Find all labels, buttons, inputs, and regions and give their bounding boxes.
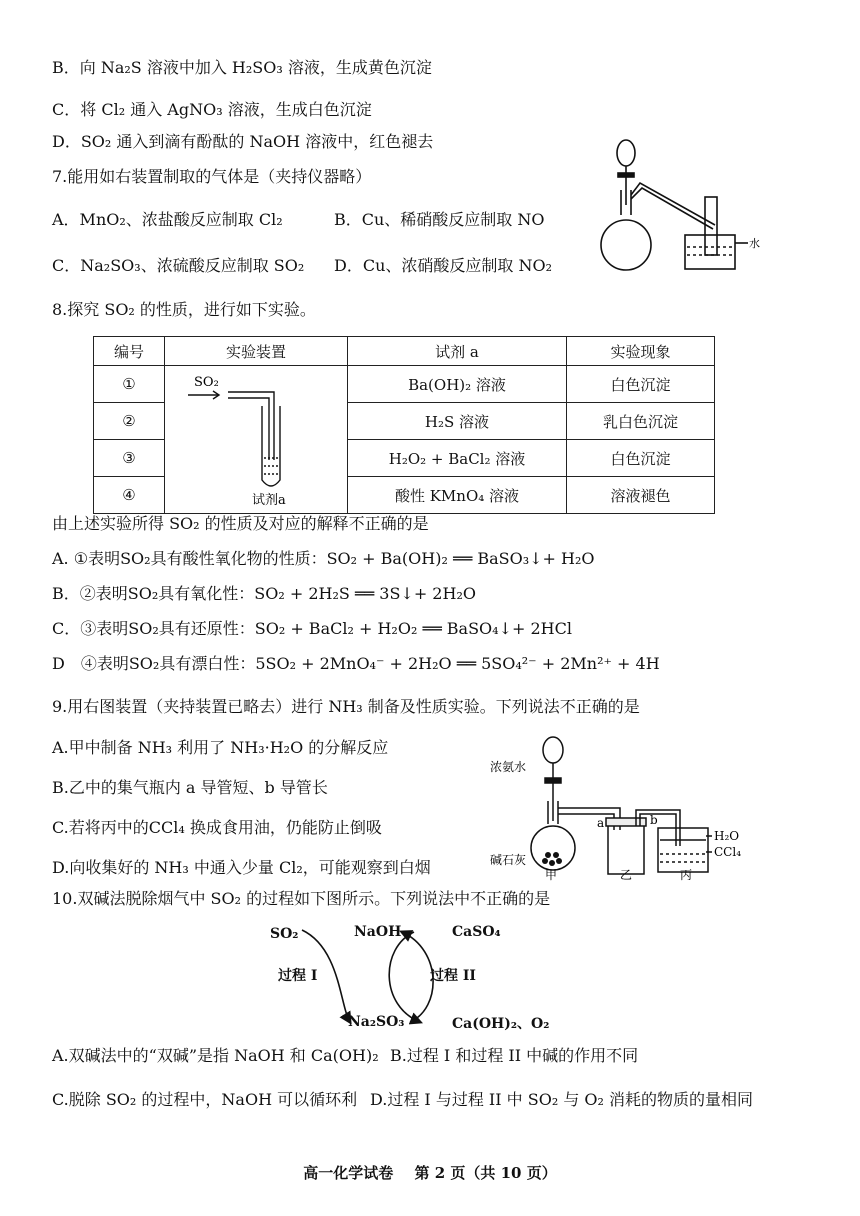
row-no: ① xyxy=(94,366,165,403)
ccl4-label: CCl₄ xyxy=(714,845,742,859)
caoh2-node: Ca(OH)₂、O₂ xyxy=(452,1016,550,1032)
row-reagent: H₂O₂ + BaCl₂ 溶液 xyxy=(348,440,567,477)
table-header-apparatus: 实验装置 xyxy=(165,337,348,366)
process2-label: 过程 II xyxy=(430,968,476,984)
q8-question: 由上述实验所得 SO₂ 的性质及对应的解释不正确的是 xyxy=(52,514,429,533)
q8-option-c: C．③表明SO₂具有还原性：SO₂ + BaCl₂ + H₂O₂ ══ BaSO₄↓+ 2HCl xyxy=(52,619,572,638)
q10-options-row1 xyxy=(52,1046,638,1066)
na2so3-node: Na₂SO₃ xyxy=(348,1014,405,1030)
q7-option-d: D．Cu、浓硝酸反应制取 NO₂ xyxy=(334,256,552,275)
footer-title: 高一化学试卷 xyxy=(303,1164,394,1182)
q7-water-label: 水 xyxy=(749,237,760,250)
table-row xyxy=(94,366,715,403)
q9-option-b: B.乙中的集气瓶内 a 导管短、b 导管长 xyxy=(52,778,328,797)
q7-options-row2 xyxy=(52,256,552,276)
lime-label: 碱石灰 xyxy=(490,853,527,867)
row-phenomenon: 白色沉淀 xyxy=(567,366,715,403)
q9-apparatus-diagram xyxy=(490,726,760,881)
q9-option-c: C.若将丙中的CCl₄ 换成食用油，仍能防止倒吸 xyxy=(52,818,382,837)
q8-option-b: B．②表明SO₂具有氧化性：SO₂ + 2H₂S ══ 3S↓+ 2H₂O xyxy=(52,584,476,603)
row-phenomenon: 乳白色沉淀 xyxy=(567,403,715,440)
table-header-no: 编号 xyxy=(94,337,165,366)
tube-a-label: a xyxy=(597,816,605,830)
bing-label: 丙 xyxy=(680,868,693,881)
yi-label: 乙 xyxy=(620,868,633,881)
q7-apparatus-diagram xyxy=(600,135,760,275)
q7-stem: 7.能用如右装置制取的气体是（夹持仪器略） xyxy=(52,167,372,186)
apparatus-gas-label: SO₂ xyxy=(194,374,219,390)
test-tube-apparatus xyxy=(166,368,346,508)
apparatus-reagent-label: 试剂a xyxy=(252,492,286,508)
h2o-label: H₂O xyxy=(714,829,740,843)
caso4-node: CaSO₄ xyxy=(452,924,501,940)
row-reagent: 酸性 KMnO₄ 溶液 xyxy=(348,477,567,514)
table-header-phenomenon: 实验现象 xyxy=(567,337,715,366)
q8-experiment-table xyxy=(93,336,715,514)
footer-page-number: 第 2 页（共 10 页） xyxy=(414,1164,557,1182)
table-header-row xyxy=(94,337,715,366)
row-reagent: Ba(OH)₂ 溶液 xyxy=(348,366,567,403)
row-no: ② xyxy=(94,403,165,440)
q10-cycle-diagram xyxy=(262,918,552,1036)
row-phenomenon: 溶液褪色 xyxy=(567,477,715,514)
tube-b-label: b xyxy=(650,813,658,827)
table-header-reagent: 试剂 a xyxy=(348,337,567,366)
q10-option-b: B.过程 I 和过程 II 中碱的作用不同 xyxy=(390,1046,639,1065)
q9-option-a: A.甲中制备 NH₃ 利用了 NH₃·H₂O 的分解反应 xyxy=(52,738,389,757)
q7-option-a: A．MnO₂、浓盐酸反应制取 Cl₂ xyxy=(52,210,283,229)
naoh-node: NaOH xyxy=(354,924,402,940)
q10-options-row2 xyxy=(52,1090,753,1110)
process1-label: 过程 I xyxy=(278,968,318,984)
q7-option-c: C．Na₂SO₃、浓硫酸反应制取 SO₂ xyxy=(52,256,305,275)
q10-stem: 10.双碱法脱除烟气中 SO₂ 的过程如下图所示。下列说法中不正确的是 xyxy=(52,889,551,908)
q8-option-a: A. ①表明SO₂具有酸性氧化物的性质：SO₂ + Ba(OH)₂ ══ BaSO₃↓+ H₂O xyxy=(52,549,595,568)
q10-option-c: C.脱除 SO₂ 的过程中，NaOH 可以循环利 xyxy=(52,1090,358,1109)
q9-option-d: D.向收集好的 NH₃ 中通入少量 Cl₂，可能观察到白烟 xyxy=(52,858,431,877)
q10-option-a: A.双碱法中的“双碱”是指 NaOH 和 Ca(OH)₂ xyxy=(52,1046,379,1065)
q8-option-d: D ④表明SO₂具有漂白性：5SO₂ + 2MnO₄⁻ + 2H₂O ══ 5SO₄²⁻ + 2Mn²⁺ + 4H xyxy=(52,654,660,673)
q6-option-c: C．将 Cl₂ 通入 AgNO₃ 溶液，生成白色沉淀 xyxy=(52,100,372,119)
q8-stem: 8.探究 SO₂ 的性质，进行如下实验。 xyxy=(52,300,316,319)
ammonia-label: 浓氨水 xyxy=(490,760,527,774)
row-no: ④ xyxy=(94,477,165,514)
q10-option-d: D.过程 I 与过程 II 中 SO₂ 与 O₂ 消耗的物质的量相同 xyxy=(370,1090,754,1109)
row-reagent: H₂S 溶液 xyxy=(348,403,567,440)
q6-option-d: D．SO₂ 通入到滴有酚酞的 NaOH 溶液中，红色褪去 xyxy=(52,132,434,151)
row-phenomenon: 白色沉淀 xyxy=(567,440,715,477)
apparatus-cell xyxy=(165,366,348,514)
page-footer xyxy=(0,1162,860,1183)
jia-label: 甲 xyxy=(545,868,558,881)
q9-stem: 9.用右图装置（夹持装置已略去）进行 NH₃ 制备及性质实验。下列说法不正确的是 xyxy=(52,697,640,716)
row-no: ③ xyxy=(94,440,165,477)
q7-option-b: B．Cu、稀硝酸反应制取 NO xyxy=(334,210,545,229)
so2-node: SO₂ xyxy=(270,926,299,942)
q6-option-b: B．向 Na₂S 溶液中加入 H₂SO₃ 溶液，生成黄色沉淀 xyxy=(52,58,432,77)
q7-options-row1 xyxy=(52,210,545,230)
